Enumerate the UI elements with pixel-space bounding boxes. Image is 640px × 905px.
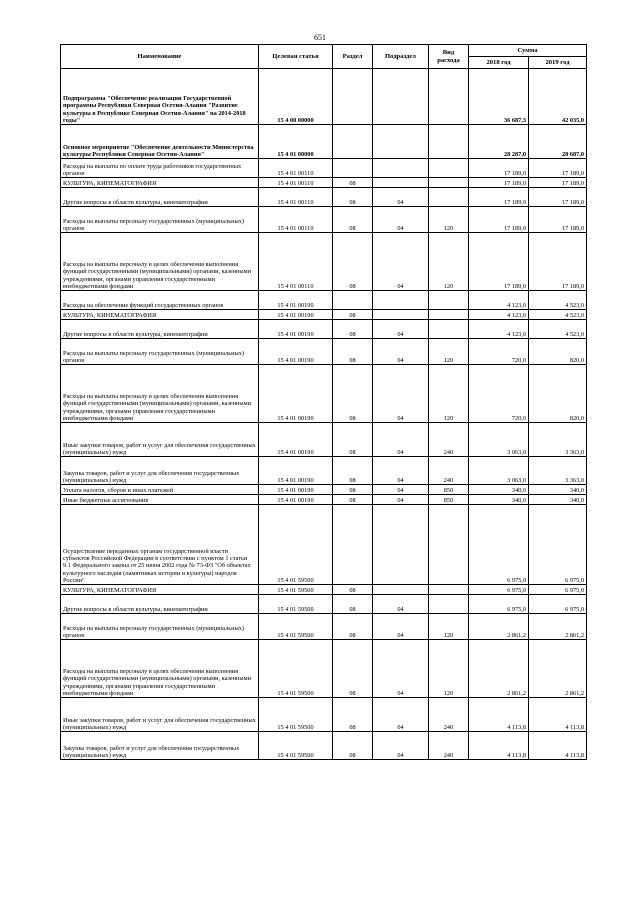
row-section: 08 xyxy=(333,640,373,698)
table-row xyxy=(61,233,587,291)
row-target: 15 4 01 00190 xyxy=(259,320,333,339)
header-year-2018: 2018 год xyxy=(469,57,529,69)
row-sum-2019: 820,0 xyxy=(529,339,587,365)
row-subsection: 04 xyxy=(373,495,429,505)
row-section xyxy=(333,159,373,178)
row-expense-type xyxy=(429,595,469,614)
row-expense-type: 850 xyxy=(429,485,469,495)
row-target: 15 4 01 00190 xyxy=(259,423,333,457)
row-name: КУЛЬТУРА, КИНЕМАТОГРАФИЯ xyxy=(61,178,259,188)
row-name: Иные бюджетные ассигнования xyxy=(61,495,259,505)
row-subsection: 04 xyxy=(373,207,429,233)
row-sum-2018: 4 123,0 xyxy=(469,320,529,339)
table-row xyxy=(61,69,587,125)
row-expense-type: 240 xyxy=(429,732,469,760)
row-section: 08 xyxy=(333,320,373,339)
row-sum-2018: 720,0 xyxy=(469,339,529,365)
row-expense-type xyxy=(429,159,469,178)
table-row xyxy=(61,505,587,585)
row-section: 08 xyxy=(333,423,373,457)
row-name: Другие вопросы в области культуры, кинематографии xyxy=(61,188,259,207)
row-expense-type xyxy=(429,585,469,595)
row-sum-2018: 340,0 xyxy=(469,485,529,495)
row-target: 15 4 01 00110 xyxy=(259,188,333,207)
row-name: Расходы на выплаты персоналу в целях обеспечения выполнения функций государственными (муниципальными) органами, казенными учреждениями, органами управления государственными внебюджетными фондами xyxy=(61,233,259,291)
table-row xyxy=(61,320,587,339)
row-expense-type xyxy=(429,125,469,159)
row-name: Расходы на обеспечение функций государственных органов xyxy=(61,291,259,310)
row-sum-2018: 17 189,0 xyxy=(469,233,529,291)
row-target: 15 4 01 00190 xyxy=(259,310,333,320)
table-row xyxy=(61,207,587,233)
row-section: 08 xyxy=(333,233,373,291)
row-section: 08 xyxy=(333,207,373,233)
row-subsection: 04 xyxy=(373,457,429,485)
table-row xyxy=(61,159,587,178)
row-expense-type xyxy=(429,505,469,585)
row-name: КУЛЬТУРА, КИНЕМАТОГРАФИЯ xyxy=(61,310,259,320)
table-row xyxy=(61,485,587,495)
row-target: 15 4 01 00110 xyxy=(259,233,333,291)
row-expense-type: 850 xyxy=(429,495,469,505)
row-sum-2019: 340,0 xyxy=(529,495,587,505)
header-subsection: Подраздел xyxy=(373,45,429,69)
table-row xyxy=(61,188,587,207)
row-sum-2019: 17 189,0 xyxy=(529,207,587,233)
row-target: 15 4 01 59500 xyxy=(259,505,333,585)
row-subsection xyxy=(373,505,429,585)
row-target: 15 4 01 00110 xyxy=(259,207,333,233)
header-year-2019: 2019 год xyxy=(529,57,587,69)
row-sum-2018: 720,0 xyxy=(469,365,529,423)
row-name: Другие вопросы в области культуры, кинематографии xyxy=(61,320,259,339)
row-expense-type: 120 xyxy=(429,640,469,698)
table-row xyxy=(61,614,587,640)
row-target: 15 4 01 59500 xyxy=(259,732,333,760)
header-sum: Сумма xyxy=(469,45,587,57)
row-expense-type xyxy=(429,188,469,207)
row-name: Расходы на выплаты персоналу государственных (муниципальных) органов xyxy=(61,339,259,365)
row-subsection: 04 xyxy=(373,698,429,732)
row-target: 15 4 01 00110 xyxy=(259,178,333,188)
row-sum-2018: 17 189,0 xyxy=(469,159,529,178)
row-sum-2018: 17 189,0 xyxy=(469,178,529,188)
row-subsection: 04 xyxy=(373,485,429,495)
row-sum-2019: 4 523,0 xyxy=(529,320,587,339)
row-name: Расходы на выплаты персоналу государственных (муниципальных) органов xyxy=(61,207,259,233)
row-section xyxy=(333,291,373,310)
table-row xyxy=(61,178,587,188)
row-section: 08 xyxy=(333,365,373,423)
row-name: Уплата налогов, сборов и иных платежей xyxy=(61,485,259,495)
row-subsection: 04 xyxy=(373,732,429,760)
table-row xyxy=(61,339,587,365)
row-sum-2018: 17 189,0 xyxy=(469,207,529,233)
row-sum-2019: 340,0 xyxy=(529,485,587,495)
row-section: 08 xyxy=(333,732,373,760)
row-expense-type: 240 xyxy=(429,423,469,457)
row-subsection xyxy=(373,125,429,159)
row-sum-2019: 6 975,0 xyxy=(529,595,587,614)
budget-table xyxy=(60,44,587,760)
row-target: 15 4 01 00190 xyxy=(259,291,333,310)
row-subsection: 04 xyxy=(373,423,429,457)
row-section: 08 xyxy=(333,585,373,595)
row-section: 08 xyxy=(333,495,373,505)
row-sum-2018: 4 113,8 xyxy=(469,698,529,732)
row-sum-2019: 4 523,0 xyxy=(529,291,587,310)
row-expense-type: 120 xyxy=(429,614,469,640)
row-sum-2019: 17 189,0 xyxy=(529,178,587,188)
row-sum-2019: 6 975,0 xyxy=(529,505,587,585)
row-expense-type: 240 xyxy=(429,457,469,485)
row-target: 15 4 01 00190 xyxy=(259,339,333,365)
row-subsection xyxy=(373,310,429,320)
row-sum-2018: 6 975,0 xyxy=(469,595,529,614)
row-expense-type: 120 xyxy=(429,233,469,291)
table-body xyxy=(61,69,587,760)
row-target: 15 4 01 59500 xyxy=(259,585,333,595)
row-sum-2019: 17 189,0 xyxy=(529,159,587,178)
table-row xyxy=(61,595,587,614)
header-section: Раздел xyxy=(333,45,373,69)
row-target: 15 4 01 00110 xyxy=(259,159,333,178)
row-sum-2019: 4 523,0 xyxy=(529,310,587,320)
table-row xyxy=(61,495,587,505)
row-sum-2019: 820,0 xyxy=(529,365,587,423)
header-expense-type: Вид расхода xyxy=(429,45,469,69)
row-sum-2018: 4 123,0 xyxy=(469,291,529,310)
row-subsection xyxy=(373,159,429,178)
table-row xyxy=(61,310,587,320)
row-section xyxy=(333,125,373,159)
row-target: 15 4 00 00000 xyxy=(259,69,333,125)
row-section: 08 xyxy=(333,339,373,365)
row-name: Иные закупки товаров, работ и услуг для обеспечения государственных (муниципальных) нужд xyxy=(61,698,259,732)
row-sum-2019: 28 687,0 xyxy=(529,125,587,159)
row-section: 08 xyxy=(333,485,373,495)
row-sum-2018: 4 113,8 xyxy=(469,732,529,760)
row-name: КУЛЬТУРА, КИНЕМАТОГРАФИЯ xyxy=(61,585,259,595)
row-sum-2018: 3 063,0 xyxy=(469,423,529,457)
row-name: Осуществление переданных органам государственной власти субъектов Российской Федерации в соответствии с пунктом 1 статьи 9.1 Федерального закона от 25 июня 2002 года № 73-ФЗ "Об объектах культурного наследия (памятниках истории и культуры) народов России" xyxy=(61,505,259,585)
row-target: 15 4 01 59500 xyxy=(259,640,333,698)
row-subsection: 04 xyxy=(373,188,429,207)
row-section xyxy=(333,505,373,585)
row-name: Расходы на выплаты по оплате труда работников государственных органов xyxy=(61,159,259,178)
row-section: 08 xyxy=(333,310,373,320)
table-row xyxy=(61,698,587,732)
row-sum-2019: 42 035,0 xyxy=(529,69,587,125)
row-sum-2018: 4 123,0 xyxy=(469,310,529,320)
row-expense-type: 240 xyxy=(429,698,469,732)
row-target: 15 4 01 00190 xyxy=(259,365,333,423)
row-expense-type xyxy=(429,69,469,125)
row-name: Подпрограмма "Обеспечение реализации Государственной программы Республики Северная Осетия-Алания "Развитие культуры в Республике Северная Осетия-Алания" на 2014-2018 годы" xyxy=(61,69,259,125)
header-target: Целевая статья xyxy=(259,45,333,69)
row-sum-2018: 3 063,0 xyxy=(469,457,529,485)
row-expense-type: 120 xyxy=(429,339,469,365)
row-section: 08 xyxy=(333,178,373,188)
row-expense-type xyxy=(429,310,469,320)
row-name: Расходы на выплаты персоналу в целях обеспечения выполнения функций государственными (муниципальными) органами, казенными учреждениями, органами управления государственными внебюджетными фондами xyxy=(61,640,259,698)
row-name: Закупка товаров, работ и услуг для обеспечения государственных (муниципальных) нужд xyxy=(61,457,259,485)
row-sum-2018: 17 189,0 xyxy=(469,188,529,207)
table-header xyxy=(61,45,587,69)
row-sum-2019: 3 363,0 xyxy=(529,423,587,457)
row-name: Иные закупки товаров, работ и услуг для обеспечения государственных (муниципальных) нужд xyxy=(61,423,259,457)
row-target: 15 4 01 00190 xyxy=(259,457,333,485)
row-sum-2019: 2 861,2 xyxy=(529,614,587,640)
row-target: 15 4 01 00000 xyxy=(259,125,333,159)
row-section: 08 xyxy=(333,698,373,732)
row-sum-2019: 6 975,0 xyxy=(529,585,587,595)
row-sum-2018: 2 861,2 xyxy=(469,640,529,698)
row-section: 08 xyxy=(333,614,373,640)
table-row xyxy=(61,640,587,698)
row-sum-2019: 4 113,8 xyxy=(529,732,587,760)
row-subsection: 04 xyxy=(373,614,429,640)
row-sum-2018: 6 975,0 xyxy=(469,585,529,595)
row-name: Расходы на выплаты персоналу в целях обеспечения выполнения функций государственными (муниципальными) органами, казенными учреждениями, органами управления государственными внебюджетными фондами xyxy=(61,365,259,423)
row-expense-type xyxy=(429,320,469,339)
row-subsection xyxy=(373,585,429,595)
table-row xyxy=(61,732,587,760)
row-sum-2018: 6 975,0 xyxy=(469,505,529,585)
table-row xyxy=(61,365,587,423)
row-target: 15 4 01 59500 xyxy=(259,698,333,732)
row-sum-2018: 28 287,0 xyxy=(469,125,529,159)
row-subsection: 04 xyxy=(373,595,429,614)
row-section: 08 xyxy=(333,457,373,485)
page-number: 651 xyxy=(314,33,326,42)
row-subsection: 04 xyxy=(373,640,429,698)
row-target: 15 4 01 59500 xyxy=(259,614,333,640)
row-expense-type: 120 xyxy=(429,207,469,233)
row-subsection xyxy=(373,291,429,310)
row-section xyxy=(333,69,373,125)
row-name: Другие вопросы в области культуры, кинематографии xyxy=(61,595,259,614)
table-row xyxy=(61,291,587,310)
row-section: 08 xyxy=(333,595,373,614)
header-name: Наименование xyxy=(61,45,259,69)
row-name: Расходы на выплаты персоналу государственных (муниципальных) органов xyxy=(61,614,259,640)
row-subsection: 04 xyxy=(373,339,429,365)
row-name: Основное мероприятие "Обеспечение деятельности Министерства культуры Республики Северная Осетия-Алания" xyxy=(61,125,259,159)
row-sum-2019: 17 189,0 xyxy=(529,233,587,291)
row-subsection xyxy=(373,178,429,188)
row-sum-2018: 340,0 xyxy=(469,495,529,505)
row-sum-2019: 2 861,2 xyxy=(529,640,587,698)
row-expense-type xyxy=(429,178,469,188)
table-row xyxy=(61,457,587,485)
row-section: 08 xyxy=(333,188,373,207)
row-subsection xyxy=(373,69,429,125)
row-expense-type xyxy=(429,291,469,310)
row-sum-2019: 4 113,8 xyxy=(529,698,587,732)
table-row xyxy=(61,423,587,457)
row-target: 15 4 01 00190 xyxy=(259,485,333,495)
row-subsection: 04 xyxy=(373,365,429,423)
row-target: 15 4 01 59500 xyxy=(259,595,333,614)
row-name: Закупка товаров, работ и услуг для обеспечения государственных (муниципальных) нужд xyxy=(61,732,259,760)
row-subsection: 04 xyxy=(373,233,429,291)
row-sum-2019: 17 189,0 xyxy=(529,188,587,207)
row-subsection: 04 xyxy=(373,320,429,339)
row-sum-2018: 2 861,2 xyxy=(469,614,529,640)
row-sum-2019: 3 363,0 xyxy=(529,457,587,485)
row-sum-2018: 36 687,3 xyxy=(469,69,529,125)
row-expense-type: 120 xyxy=(429,365,469,423)
row-target: 15 4 01 00190 xyxy=(259,495,333,505)
table-row xyxy=(61,585,587,595)
table-row xyxy=(61,125,587,159)
